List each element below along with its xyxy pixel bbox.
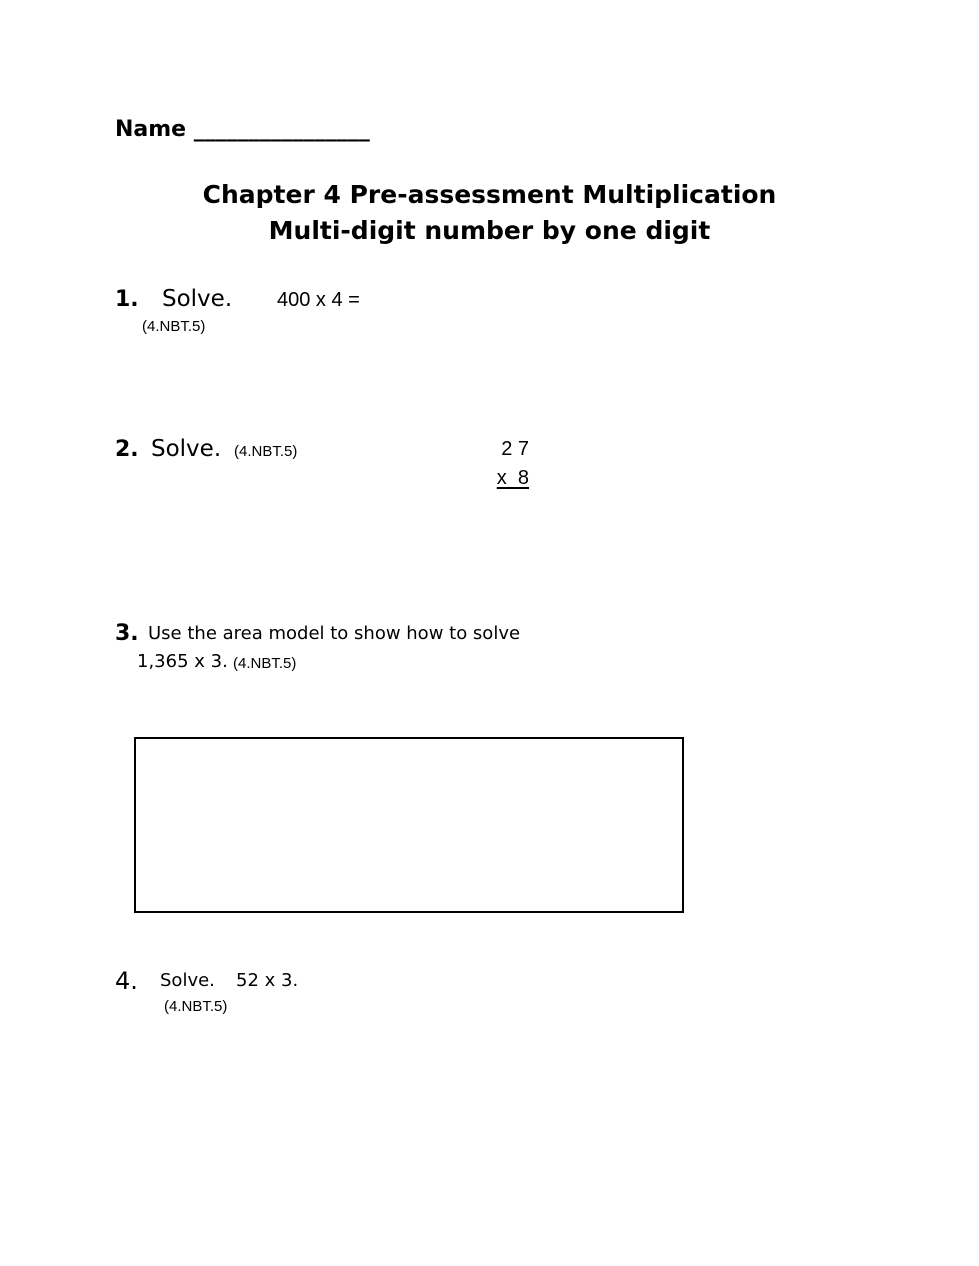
question-1-number: 1. xyxy=(115,287,139,312)
page-title: Chapter 4 Pre-assessment Multiplication xyxy=(202,180,777,209)
name-field-label: Name ________________ xyxy=(115,117,370,142)
question-1-expression: 400 x 4 = xyxy=(277,289,360,311)
question-2-multiplicand: 2 7 xyxy=(501,438,529,460)
question-3-number: 3. xyxy=(115,621,139,646)
question-3-standard: (4.NBT.5) xyxy=(233,655,297,672)
question-3-expression: 1,365 x 3. xyxy=(137,651,228,672)
question-2-prompt: Solve. xyxy=(151,436,222,462)
question-4-expression: 52 x 3. xyxy=(236,970,299,991)
question-1-standard: (4.NBT.5) xyxy=(142,318,206,335)
question-4-number: 4. xyxy=(115,967,138,995)
question-2-number: 2. xyxy=(115,437,139,462)
question-2-standard: (4.NBT.5) xyxy=(234,443,298,460)
question-4-standard: (4.NBT.5) xyxy=(164,998,228,1015)
question-3-prompt: Use the area model to show how to solve xyxy=(148,623,521,644)
area-model-box[interactable] xyxy=(134,737,684,913)
question-4-prompt: Solve. xyxy=(160,970,215,991)
page-subtitle: Multi-digit number by one digit xyxy=(268,216,711,245)
question-1-prompt: Solve. xyxy=(162,286,233,312)
question-2-multiplier: x 8 xyxy=(496,467,529,489)
